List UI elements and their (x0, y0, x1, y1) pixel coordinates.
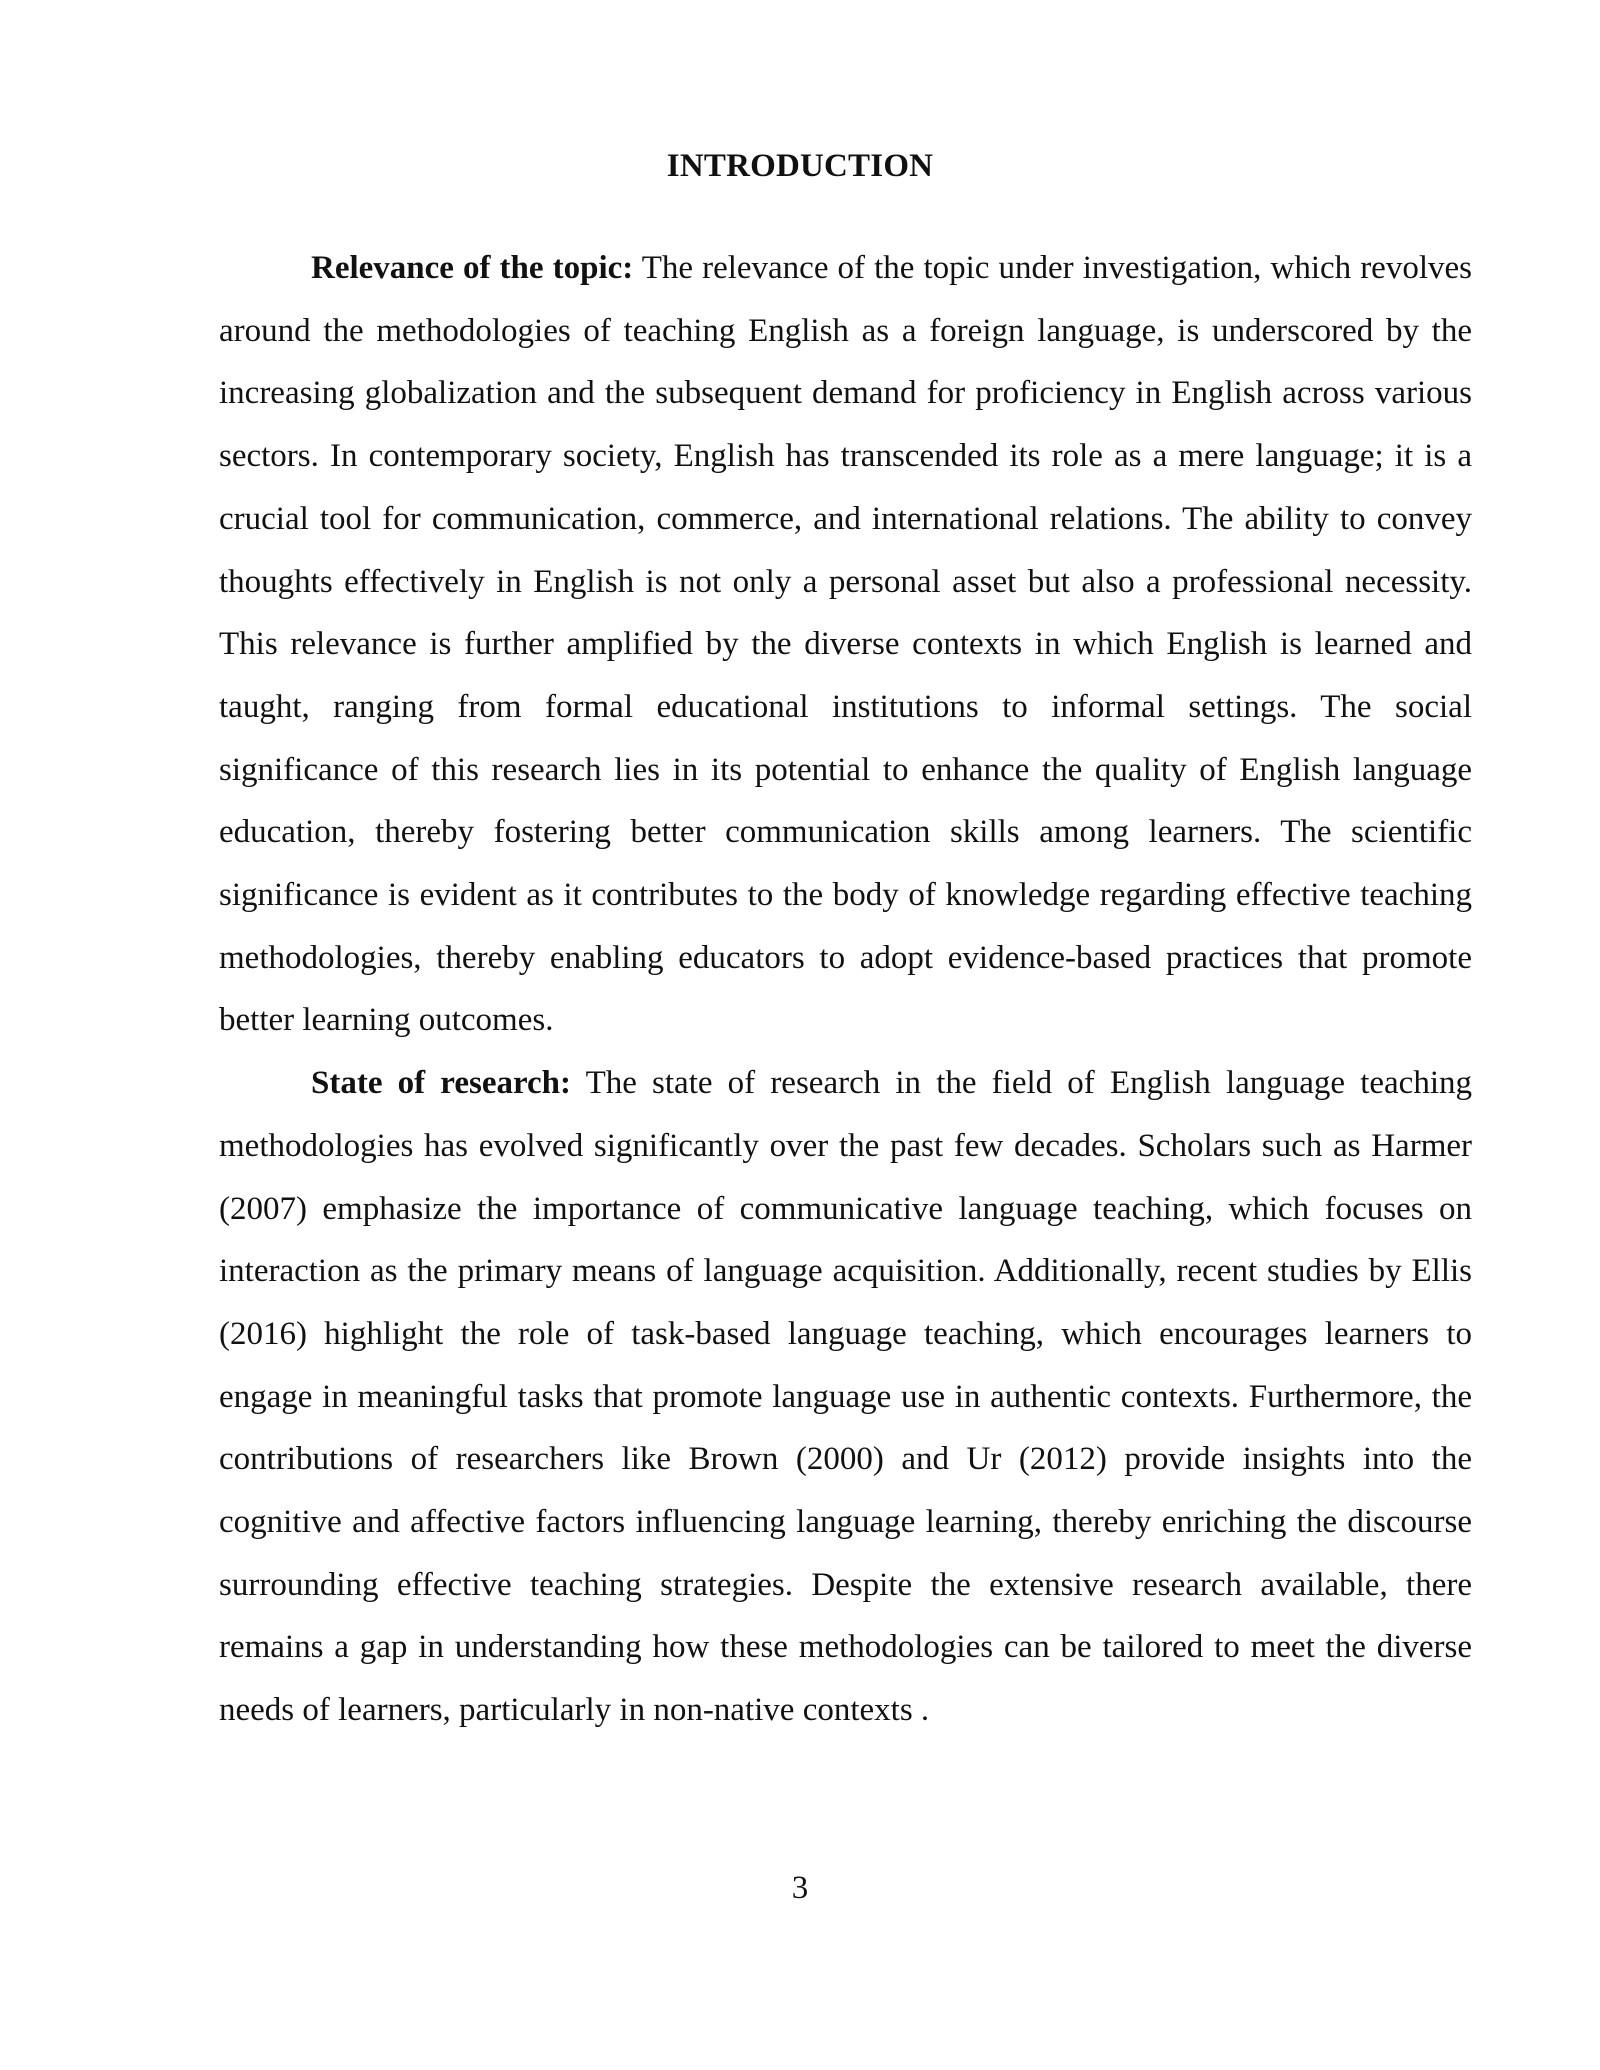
paragraph-state-of-research (219, 1052, 1472, 1742)
paragraph-relevance (219, 237, 1472, 1052)
section-heading: INTRODUCTION (666, 148, 934, 184)
paragraph-lead-state-of-research: State of research: (311, 1065, 572, 1102)
body-text (219, 237, 1472, 1742)
page-number: 3 (791, 1870, 809, 1906)
paragraph-text-relevance: The relevance of the topic under investigation, which revolves around the methodologies of teaching English as a foreign language, is underscored by the increasing globalization and the subsequent demand for proficiency in English across various sectors. In contemporary society, English has transcended its role as a mere language; it is a crucial tool for communication, commerce, and international relations. The ability to convey thoughts effectively in English is not only a personal asset but also a professional necessity. This relevance is further amplified by the diverse contexts in which English is learned and taught, ranging from formal educational institutions to informal settings. The social significance of this research lies in its potential to enhance the quality of English language education, thereby fostering better communication skills among learners. The scientific significance is evident as it contributes to the body of knowledge regarding effective teaching methodologies, thereby enabling educators to adopt evidence-based practices that promote better learning outcomes. (219, 250, 1472, 1039)
paragraph-lead-relevance: Relevance of the topic: (311, 250, 634, 286)
paragraph-text-state-of-research: The state of research in the field of English language teaching methodologies has evolved significantly over the past few decades. Scholars such as Harmer (2007) emphasize the importance of communicative language teaching, which focuses on interaction as the primary means of language acquisition. Additionally, recent studies by Ellis (2016) highlight the role of task-based language teaching, which encourages learners to engage in meaningful tasks that promote language use in authentic contexts. Furthermore, the contributions of researchers like Brown (2000) and Ur (2012) provide insights into the cognitive and affective factors influencing language learning, thereby enriching the discourse surrounding effective teaching strategies. Despite the extensive research available, there remains a gap in understanding how these methodologies can be tailored to meet the diverse needs of learners, particularly in non-native contexts . (219, 1065, 1472, 1729)
